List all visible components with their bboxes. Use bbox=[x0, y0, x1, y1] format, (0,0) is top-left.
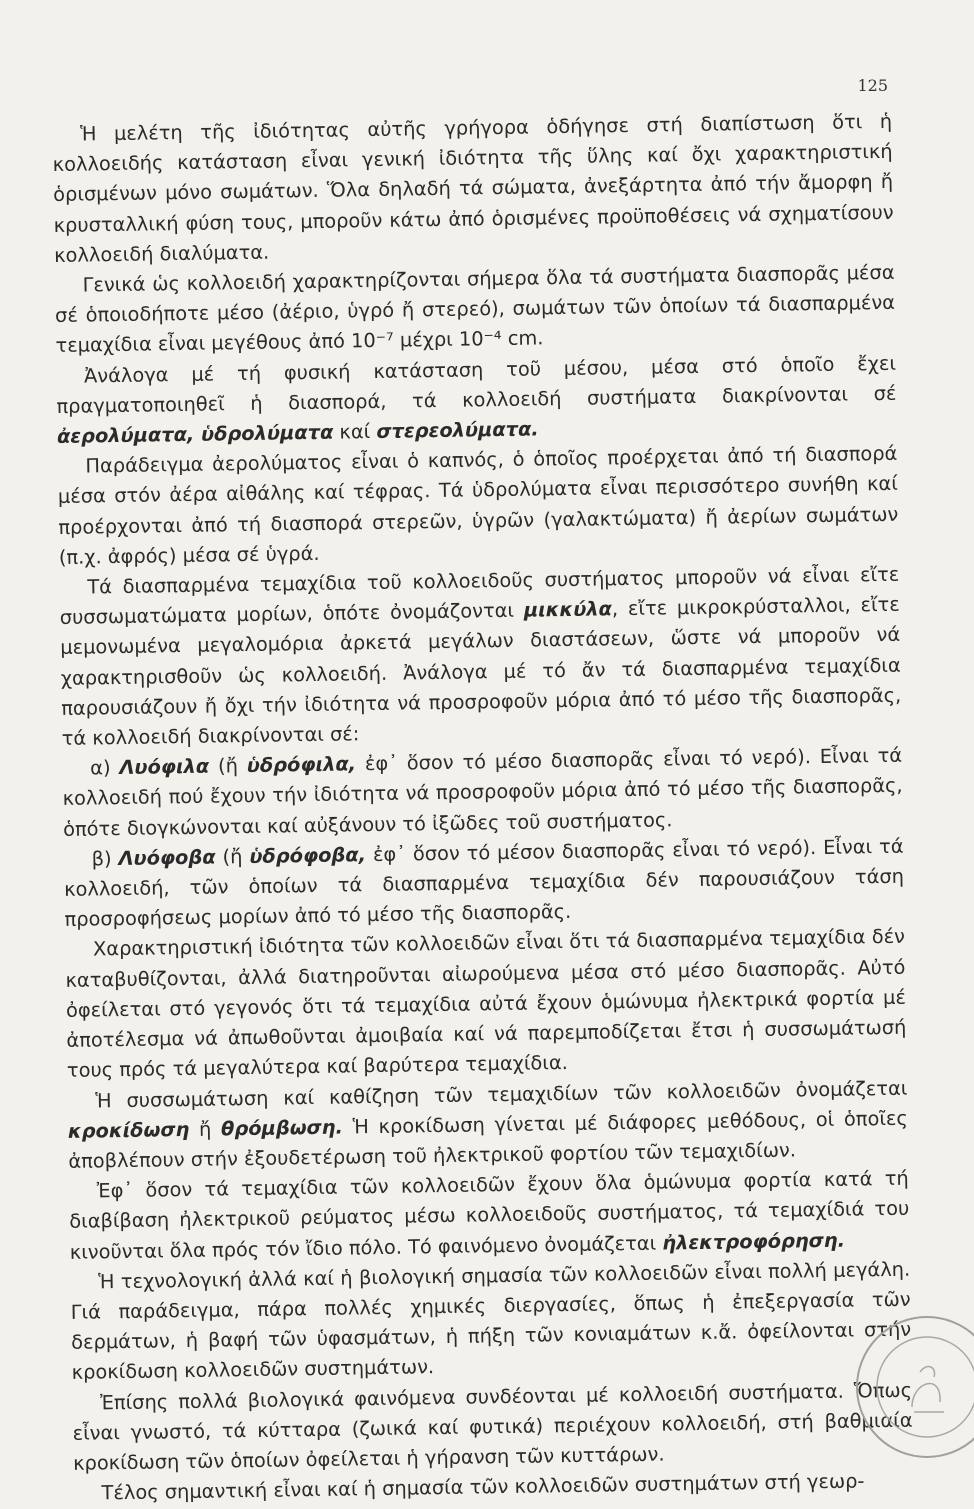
library-stamp-icon bbox=[852, 1312, 974, 1462]
text-run: (ἤ bbox=[208, 754, 247, 778]
paragraph-p2 bbox=[54, 258, 895, 362]
key-term: Λυόφιλα bbox=[119, 754, 210, 780]
text-run: (ἤ bbox=[215, 844, 250, 869]
text-run: α) bbox=[90, 756, 120, 780]
text-run: Ἡ συσσωμάτωση καί καθίζηση τῶν τεμαχιδίων τῶν κολλοειδῶν ὀνομάζεται bbox=[95, 1076, 908, 1112]
paragraph-p3 bbox=[56, 348, 897, 452]
paragraph-p4 bbox=[57, 439, 899, 573]
text-run: καί bbox=[333, 419, 377, 444]
key-term: θρόμβωση. bbox=[220, 1115, 344, 1141]
key-term: ὑδρόφιλα, bbox=[246, 752, 357, 778]
key-term: ὑδρόφοβα, bbox=[249, 843, 367, 868]
key-term: ἀερολύματα, ὑδρολύματα bbox=[56, 420, 334, 448]
paragraph-p5 bbox=[59, 560, 902, 754]
page-number: 125 bbox=[857, 76, 888, 95]
paragraph-p6 bbox=[62, 741, 903, 845]
key-term: ἠλεκτροφόρηση. bbox=[662, 1228, 846, 1255]
stamp-inner-ring bbox=[877, 1337, 974, 1437]
key-term: μικκύλα bbox=[523, 597, 613, 622]
text-run: Ἡ μελέτη τῆς ἰδιότητας αὐτῆς γρήγορα ὁδήγησε στή διαπίστωση ὅτι ἡ κολλοειδής κατάσταση εἶναι γενική ἰδιότητα τῆς ὕλης καί ὄχι χαρακτηριστική ὁρισμένων μόνο σωμάτων. Ὅλα δηλαδή τά σώματα, ἀνεξάρτητα ἀπό τήν ἄμορφη ἤ κρυσταλλική φύση τους, μποροῦν κάτω ἀπό ὁρισμένες προϋποθέσεις νά σχηματίσουν κολλοειδή διαλύματα. bbox=[52, 109, 894, 267]
text-run: ἤ bbox=[189, 1117, 222, 1141]
text-run: Τέλος σημαντική εἶναι καί ἡ σημασία τῶν κολλοειδῶν συστημάτων στή γεωρ- bbox=[101, 1469, 865, 1505]
paragraph-p8 bbox=[65, 922, 907, 1086]
paragraph-p10 bbox=[69, 1164, 910, 1268]
text-run: Ἐφ᾽ ὅσον τά τεμαχίδια τῶν κολλοειδῶν ἔχουν ὅλα ὁμώνυμα φορτία κατά τή διαβίβαση ἠλεκτρικοῦ ρεύματος μέσω κολλοειδοῦς συστήματος, τά τεμαχίδιά του κινοῦνται ὅλα πρός τόν ἴδιο πόλο. Τό φαινόμενο ὀνομάζεται bbox=[69, 1166, 910, 1264]
text-run: ἐφ᾽ ὅσον τό μέσον διασπορᾶς εἶναι τό νερό). Εἶναι τά κολλοειδή, τῶν ὁποίων τά διασπαρμένα τεμαχίδια δέν παρουσιάζουν τάση προσροφήσεως μορίων ἀπό τό μέσο τῆς διασπορᾶς. bbox=[63, 834, 905, 932]
stamp-emblem bbox=[912, 1367, 944, 1412]
body-text bbox=[52, 107, 914, 1509]
key-term: Λυόφοβα bbox=[118, 845, 216, 870]
text-run: Παράδειγμα ἀερολύματος εἶναι ὁ καπνός, ὁ ὁποῖος προέρχεται ἀπό τή διασπορά μέσα στόν ἀέρα αἰθάλης καί τέφρας. Τά ὑδρολύματα εἶναι περισσότερο συνήθη καί προέρχονται ἀπό τή διασπορά στερεῶν, ὑγρῶν (γαλακτώματα) ἤ ἀερίων σωμάτων (π.χ. ἀφρός) μέσα σέ ὑγρά. bbox=[57, 441, 899, 569]
paragraph-p12 bbox=[72, 1375, 913, 1479]
text-run: , εἴτε μικροκρύσταλλοι, εἴτε μεμονωμένα μεγαλομόρια ἀρκετά μεγάλων διαστάσεων, ὥστε νά μποροῦν νά χαρακτηρισθοῦν ὡς κολλοειδή. Ἀνάλογα μέ τό ἄν τά διασπαρμένα τεμαχίδια παρουσιάζουν ἤ ὄχι τήν ἰδιότητα νά προσροφοῦν μόρια ἀπό τό μέσο τῆς διασπορᾶς, τά κολλοειδή διακρίνονται σέ: bbox=[60, 592, 902, 750]
paragraph-p11 bbox=[70, 1254, 912, 1388]
key-term: κροκίδωση bbox=[67, 1117, 190, 1143]
text-run: Ἡ τεχνολογική ἀλλά καί ἡ βιολογική σημασία τῶν κολλοειδῶν εἶναι πολλή μεγάλη. Γιά παράδειγμα, πάρα πολλές χημικές διεργασίες, ὅπως ἡ ἐπεξεργασία τῶν δερμάτων, ἡ βαφή τῶν ὑφασμάτων, ἡ πήξη τῶν κονιαμάτων κ.ἄ. ὀφείλονται στήν κροκίδωση κολλοειδῶν συστημάτων. bbox=[70, 1257, 912, 1385]
text-run: Ἡ κροκίδωση γίνεται μέ διάφορες μεθόδους, οἱ ὁποῖες ἀποβλέπουν στήν ἐξουδετέρωση τοῦ ἠλεκτρικοῦ φορτίου τῶν τεμαχιδίων. bbox=[68, 1106, 908, 1173]
text-run: Ἀνάλογα μέ τή φυσική κατάσταση τοῦ μέσου, μέσα στό ὁποῖο ἔχει πραγματοποιηθεῖ ἡ διασπορά, τά κολλοειδή συστήματα διακρίνονται σέ bbox=[56, 351, 897, 418]
text-run: ἐφ᾽ ὅσον τό μέσο διασπορᾶς εἶναι τό νερό). Εἶναι τά κολλοειδή πού ἔχουν τήν ἰδιότητα νά προσροφοῦν μόρια ἀπό τό μέσο τῆς διασπορᾶς, ὁπότε διογκώνονται καί αὐξάνουν τό ἰξῶδες τοῦ συστήματος. bbox=[62, 743, 903, 841]
key-term: στερεολύματα. bbox=[376, 417, 539, 443]
text-run: Τά διασπαρμένα τεμαχίδια τοῦ κολλοειδοῦς συστήματος μποροῦν νά εἶναι εἴτε συσσωματώματα μορίων, ὁπότε ὀνομάζονται bbox=[59, 562, 900, 630]
paragraph-p9 bbox=[67, 1073, 908, 1177]
text-run: Γενικά ὡς κολλοειδή χαρακτηρίζονται σήμερα ὅλα τά συστήματα διασπορᾶς μέσα σέ ὁποιοδήποτε μέσο (ἀέριο, ὑγρό ἤ στερεό), σωμάτων τῶν ὁποίων τά διασπαρμένα τεμαχίδια εἶναι μεγέθους ἀπό 10⁻⁷ μέχρι 10⁻⁴ cm. bbox=[54, 260, 896, 358]
text-run: Ἐπίσης πολλά βιολογικά φαινόμενα συνδέονται μέ κολλοειδή συστήματα. Ὅπως εἶναι γνωστό, τά κύτταρα (ζωικά καί φυτικά) περιέχουν κολλοειδή, στή βαθμιαία κροκίδωση τῶν ὁποίων ὀφείλεται ἡ γήρανση τῶν κυττάρων. bbox=[72, 1378, 913, 1475]
text-run: Χαρακτηριστική ἰδιότητα τῶν κολλοειδῶν εἶναι ὅτι τά διασπαρμένα τεμαχίδια δέν καταβυθίζονται, ἀλλά διατηροῦνται αἰωρούμενα μέσα στό μέσο διασπορᾶς. Αὐτό ὀφείλεται στό γεγονός ὅτι τά τεμαχίδια αὐτά ἔχουν ὁμώνυμα ἠλεκτρικά φορτία μέ ἀποτέλεσμα νά ἀπωθοῦνται ἀμοιβαία καί νά παρεμποδίζεται ἔτσι ἡ συσσωμάτωσή τους πρός τά μεγαλύτερα καί βαρύτερα τεμαχίδια. bbox=[65, 925, 907, 1083]
paragraph-p7 bbox=[63, 832, 904, 936]
paragraph-p1 bbox=[52, 107, 894, 271]
text-run: β) bbox=[91, 846, 119, 871]
